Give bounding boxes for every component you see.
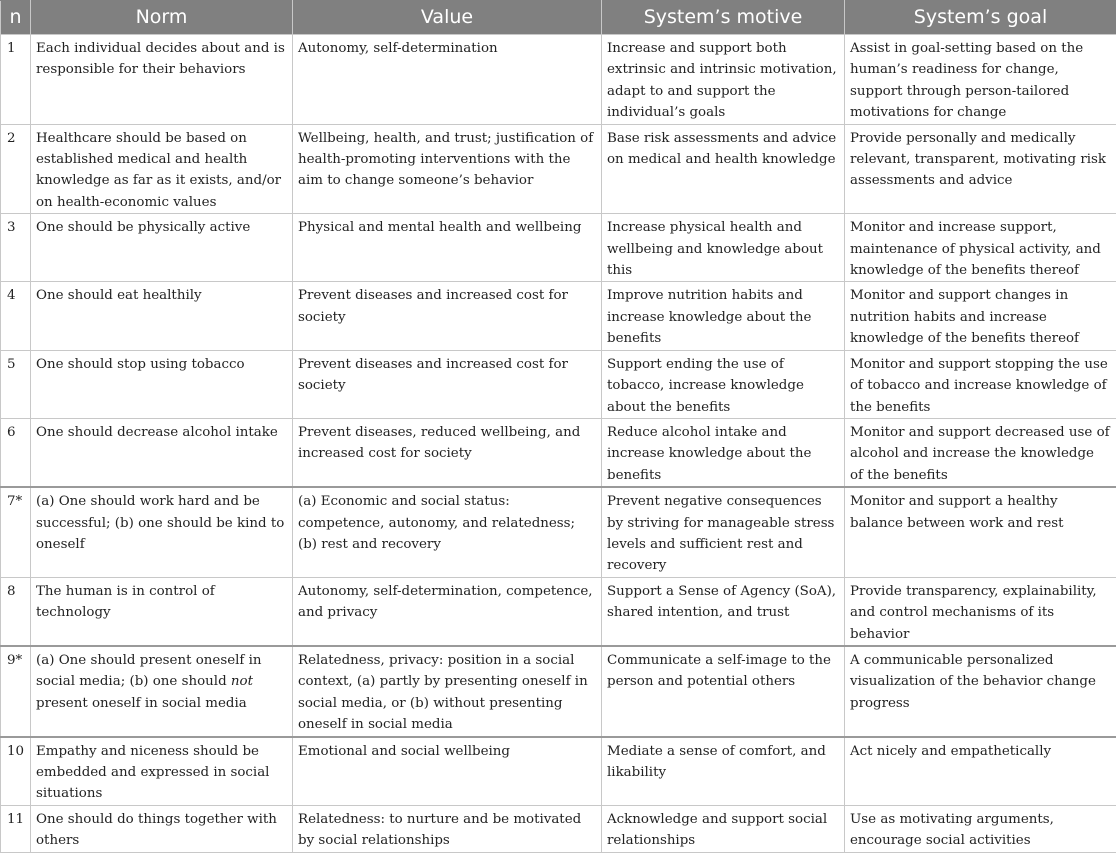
table-row <box>1 282 1116 350</box>
cell-norm: One should decrease alcohol intake <box>31 418 293 487</box>
header-systems-motive: System’s motive <box>602 1 845 35</box>
cell-goal: Monitor and support stopping the use of tobacco and increase knowledge of the benefits <box>845 350 1116 418</box>
header-value: Value <box>293 1 602 35</box>
table-row <box>1 418 1116 487</box>
cell-goal: Monitor and support decreased use of alcohol and increase the knowledge of the benefits <box>845 418 1116 487</box>
table-row <box>1 737 1116 806</box>
cell-norm: One should eat healthily <box>31 282 293 350</box>
norm-text-part-a: (a) One should present oneself in social media; (b) one should <box>36 653 262 689</box>
cell-n: 11 <box>1 805 31 852</box>
cell-norm: (a) One should work hard and be successful; (b) one should be kind to oneself <box>31 487 293 577</box>
header-systems-goal: System’s goal <box>845 1 1116 35</box>
cell-value: Prevent diseases and increased cost for society <box>293 282 602 350</box>
norm-emphasis-not: not <box>231 674 253 689</box>
cell-norm: One should stop using tobacco <box>31 350 293 418</box>
table-row <box>1 124 1116 214</box>
table-row <box>1 487 1116 577</box>
cell-motive: Support a Sense of Agency (SoA), shared intention, and trust <box>602 577 845 646</box>
cell-n: 4 <box>1 282 31 350</box>
cell-goal: Use as motivating arguments, encourage social activities <box>845 805 1116 852</box>
cell-n: 10 <box>1 737 31 806</box>
cell-motive: Communicate a self-image to the person and potential others <box>602 646 845 737</box>
cell-goal: Monitor and increase support, maintenance of physical activity, and knowledge of the benefits thereof <box>845 214 1116 282</box>
cell-value: Autonomy, self-determination <box>293 35 602 125</box>
cell-motive: Mediate a sense of comfort, and likability <box>602 737 845 806</box>
cell-motive: Support ending the use of tobacco, increase knowledge about the benefits <box>602 350 845 418</box>
table-header-row <box>1 1 1116 35</box>
cell-goal: Assist in goal-setting based on the human’s readiness for change, support through person-tailored motivations for change <box>845 35 1116 125</box>
cell-norm: One should be physically active <box>31 214 293 282</box>
cell-n: 5 <box>1 350 31 418</box>
cell-norm: Each individual decides about and is responsible for their behaviors <box>31 35 293 125</box>
table-row <box>1 646 1116 737</box>
cell-n: 7* <box>1 487 31 577</box>
cell-goal: A communicable personalized visualization of the behavior change progress <box>845 646 1116 737</box>
cell-motive: Acknowledge and support social relationships <box>602 805 845 852</box>
cell-value: Prevent diseases, reduced wellbeing, and increased cost for society <box>293 418 602 487</box>
cell-value: Emotional and social wellbeing <box>293 737 602 806</box>
cell-norm: Healthcare should be based on established medical and health knowledge as far as it exists, and/or on health-economic values <box>31 124 293 214</box>
cell-value: Relatedness: to nurture and be motivated by social relationships <box>293 805 602 852</box>
cell-n: 9* <box>1 646 31 737</box>
cell-norm: Empathy and niceness should be embedded and expressed in social situations <box>31 737 293 806</box>
cell-motive: Increase and support both extrinsic and intrinsic motivation, adapt to and support the individual’s goals <box>602 35 845 125</box>
cell-motive: Reduce alcohol intake and increase knowledge about the benefits <box>602 418 845 487</box>
table-row <box>1 577 1116 646</box>
cell-value: Autonomy, self-determination, competence, and privacy <box>293 577 602 646</box>
cell-n: 8 <box>1 577 31 646</box>
cell-n: 6 <box>1 418 31 487</box>
cell-norm: One should do things together with others <box>31 805 293 852</box>
cell-motive: Prevent negative consequences by striving for manageable stress levels and sufficient rest and recovery <box>602 487 845 577</box>
cell-goal: Monitor and support changes in nutrition habits and increase knowledge of the benefits thereof <box>845 282 1116 350</box>
cell-norm <box>31 646 293 737</box>
cell-value: Wellbeing, health, and trust; justification of health-promoting interventions with the aim to change someone’s behavior <box>293 124 602 214</box>
cell-value: Physical and mental health and wellbeing <box>293 214 602 282</box>
cell-value: Relatedness, privacy: position in a social context, (a) partly by presenting oneself in social media, or (b) without presenting oneself in social media <box>293 646 602 737</box>
header-n: n <box>1 1 31 35</box>
norm-text-part-b: present oneself in social media <box>36 696 247 711</box>
cell-n: 3 <box>1 214 31 282</box>
cell-norm: The human is in control of technology <box>31 577 293 646</box>
cell-n: 2 <box>1 124 31 214</box>
cell-motive: Increase physical health and wellbeing and knowledge about this <box>602 214 845 282</box>
table-row <box>1 350 1116 418</box>
cell-value: (a) Economic and social status: competence, autonomy, and relatedness; (b) rest and recovery <box>293 487 602 577</box>
table-row <box>1 805 1116 852</box>
cell-goal: Provide personally and medically relevant, transparent, motivating risk assessments and advice <box>845 124 1116 214</box>
cell-n: 1 <box>1 35 31 125</box>
table-row <box>1 214 1116 282</box>
cell-motive: Improve nutrition habits and increase knowledge about the benefits <box>602 282 845 350</box>
cell-motive: Base risk assessments and advice on medical and health knowledge <box>602 124 845 214</box>
table-row <box>1 35 1116 125</box>
cell-value: Prevent diseases and increased cost for society <box>293 350 602 418</box>
header-norm: Norm <box>31 1 293 35</box>
cell-goal: Act nicely and empathetically <box>845 737 1116 806</box>
cell-goal: Provide transparency, explainability, and control mechanisms of its behavior <box>845 577 1116 646</box>
cell-goal: Monitor and support a healthy balance between work and rest <box>845 487 1116 577</box>
